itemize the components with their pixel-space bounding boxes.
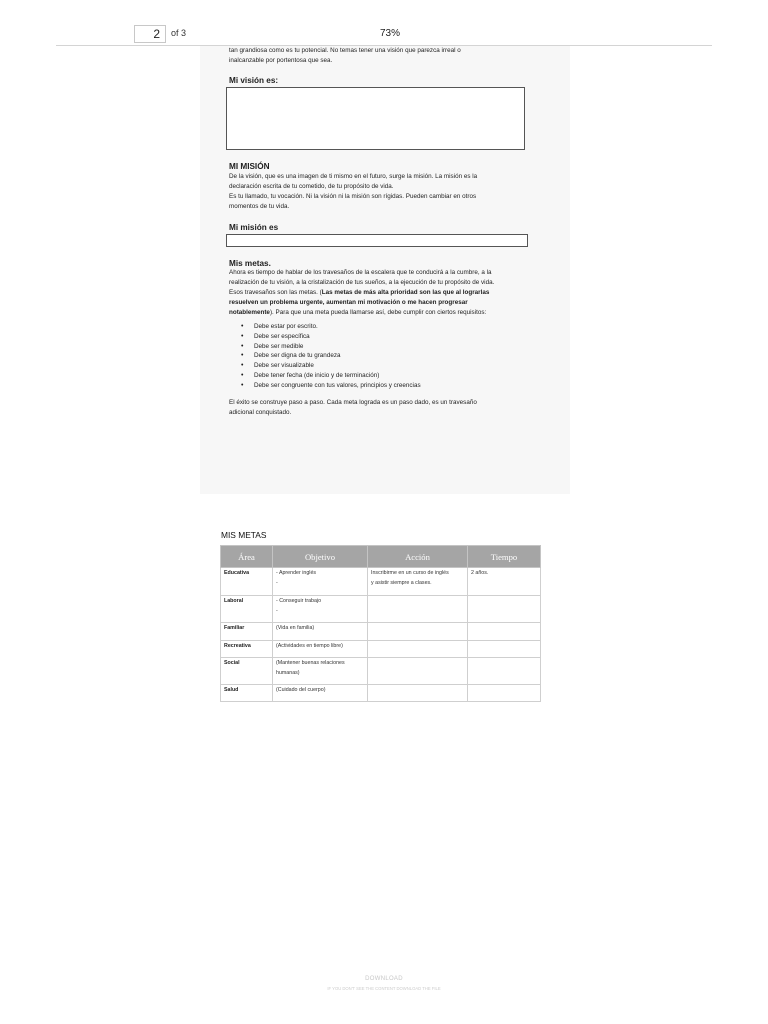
table-row	[221, 685, 541, 702]
cell-text: - Aprender inglés	[276, 570, 317, 576]
table-row	[221, 623, 541, 641]
closing-line: El éxito se construye paso a paso. Cada meta lograda es un paso dado, es un travesaño	[229, 399, 477, 406]
requirement-item: • Debe ser medible	[229, 342, 529, 352]
column-header-objetivo: Objetivo	[273, 546, 368, 568]
page-number-input[interactable]	[134, 25, 166, 43]
table-row	[221, 568, 541, 596]
goals-title: Mis metas.	[229, 259, 271, 268]
goals-text: Esos travesaños son las metas. (	[229, 289, 322, 296]
cell-tiempo	[468, 596, 541, 623]
mission-line: Es tu llamado, tu vocación. Ni la visión ni la misión son rígidas. Pueden cambiar en otros	[229, 193, 477, 200]
cell-text: - Conseguir trabajo	[276, 598, 322, 604]
goals-bold-text: notablemente	[229, 309, 270, 316]
requirement-item: • Debe ser visualizable	[229, 361, 529, 371]
vision-box[interactable]	[226, 87, 525, 150]
cell-tiempo	[468, 623, 541, 641]
cell-objetivo	[273, 568, 368, 596]
mission-paragraph	[229, 172, 529, 212]
vision-heading: Mi visión es:	[229, 76, 279, 85]
mission-heading: Mi misión es	[229, 223, 279, 232]
mission-box[interactable]	[226, 234, 528, 247]
viewer-toolbar	[0, 0, 768, 46]
cell-area: Salud	[221, 685, 273, 702]
cell-objetivo	[273, 658, 368, 685]
column-header-tiempo: Tiempo	[468, 546, 541, 568]
requirement-item: • Debe ser digna de tu grandeza	[229, 351, 529, 361]
mission-line: declaración escrita de tu cometido, de tu propósito de vida.	[229, 183, 394, 190]
cell-area: Laboral	[221, 596, 273, 623]
requirement-item: • Debe estar por escrito.	[229, 322, 529, 332]
goals-line	[229, 308, 534, 318]
cell-tiempo	[468, 658, 541, 685]
cell-accion	[368, 658, 468, 685]
requirement-item: • Debe tener fecha (de inicio y de terminación)	[229, 371, 529, 381]
column-header-area: Área	[221, 546, 273, 568]
cell-objetivo	[273, 641, 368, 658]
intro-line: tan grandiosa como es tu potencial. No temas tener una visión que parezca irreal o	[229, 47, 461, 54]
download-link[interactable]: DOWNLOAD	[365, 976, 403, 982]
intro-paragraph	[229, 46, 524, 66]
table-title: MIS METAS	[221, 530, 267, 540]
cell-tiempo: 2 años.	[468, 568, 541, 596]
cell-objetivo	[273, 596, 368, 623]
goals-bold-text: resuelven un problema urgente, aumentan mi motivación o me hacen progresar	[229, 299, 468, 306]
goals-bold-text: Las metas de más alta prioridad son las que al lograrlas	[321, 289, 490, 296]
cell-text: y asistir siempre a clases.	[371, 579, 432, 586]
goals-text: ). Para que una meta pueda llamarse así, debe cumplir con ciertos requisitos:	[269, 309, 487, 316]
cell-area: Familiar	[221, 623, 273, 641]
cell-text: (Cuidado del cuerpo)	[276, 687, 326, 693]
cell-tiempo	[468, 641, 541, 658]
cell-area: Recreativa	[221, 641, 273, 658]
cell-text: -	[276, 579, 278, 586]
cell-text: (Mantener buenas relaciones	[276, 660, 345, 666]
table-row	[221, 641, 541, 658]
goals-line: Ahora es tiempo de hablar de los travesaños de la escalera que te conducirá a la cumbre, a la	[229, 269, 492, 276]
requirements-list	[229, 322, 529, 391]
closing-paragraph	[229, 398, 529, 418]
cell-accion	[368, 568, 468, 596]
goals-line	[229, 298, 534, 308]
page-total-label: of 3	[171, 28, 187, 38]
table-row	[221, 596, 541, 623]
requirement-item: • Debe ser específica	[229, 332, 529, 342]
goals-line	[229, 288, 534, 298]
cell-area: Social	[221, 658, 273, 685]
cell-text: -	[276, 607, 278, 614]
cell-accion	[368, 641, 468, 658]
goals-paragraph	[229, 268, 534, 318]
table-header-row	[221, 546, 541, 568]
goals-line: realización de tu visión, a la cristalización de tus sueños, a la ejecución de tu propósito de vida.	[229, 279, 495, 286]
table-row	[221, 658, 541, 685]
mission-title: MI MISIÓN	[229, 162, 270, 171]
column-header-accion: Acción	[368, 546, 468, 568]
cell-objetivo	[273, 685, 368, 702]
cell-tiempo	[468, 685, 541, 702]
cell-text: humanas)	[276, 669, 300, 676]
cell-objetivo	[273, 623, 368, 641]
download-hint: IF YOU DON'T SEE THE CONTENT DOWNLOAD THE FILE	[327, 986, 441, 991]
mission-line: momentos de tu vida.	[229, 203, 290, 210]
requirement-item: • Debe ser congruente con tus valores, principios y creencias	[229, 381, 529, 391]
mission-line: De la visión, que es una imagen de ti mismo en el futuro, surge la misión. La misión es la	[229, 173, 478, 180]
cell-text: (Actividades en tiempo libre)	[276, 643, 343, 649]
cell-text: (Vida en familia)	[276, 625, 315, 631]
closing-line: adicional conquistado.	[229, 409, 292, 416]
zoom-level[interactable]: 73%	[379, 28, 400, 39]
cell-text: Inscribirme en un curso de inglés	[371, 570, 449, 576]
cell-area: Educativa	[221, 568, 273, 596]
intro-line: inalcanzable por portentosa que sea.	[229, 57, 333, 64]
goals-table	[220, 545, 541, 702]
cell-accion	[368, 685, 468, 702]
cell-accion	[368, 623, 468, 641]
cell-accion	[368, 596, 468, 623]
